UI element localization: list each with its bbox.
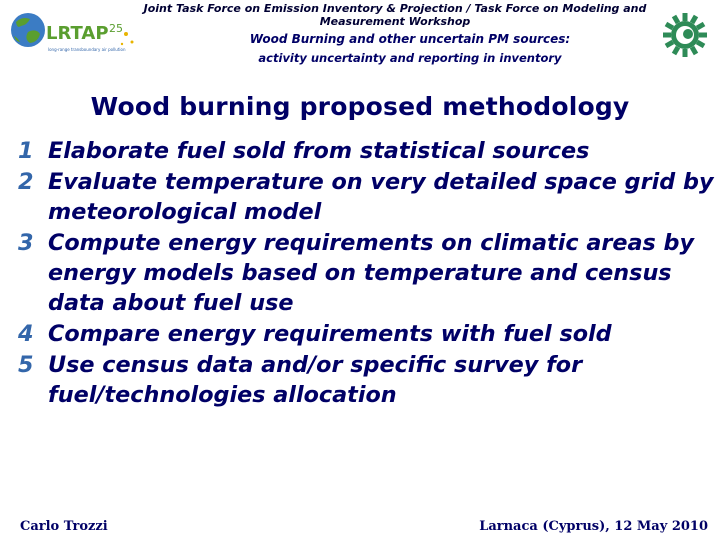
step-number: 1	[18, 138, 34, 164]
footer-place-date: Larnaca (Cyprus), 12 May 2010	[479, 519, 708, 534]
step-item	[18, 228, 718, 318]
methodology-steps-list	[18, 136, 718, 411]
step-item	[18, 167, 718, 227]
step-text: Compute energy requirements on climatic areas by energy models based on temperature and census data about fuel use	[48, 230, 695, 316]
step-item	[18, 319, 718, 349]
lrtap-tagline: long-range transboundary air pollution	[48, 47, 126, 52]
session-title: Wood Burning and other uncertain PM sources:	[249, 32, 571, 46]
lrtap-logo-text: LRTAP	[46, 23, 109, 44]
footer-author: Carlo Trozzi	[20, 519, 108, 534]
step-item	[18, 350, 718, 410]
session-subtitle: activity uncertainty and reporting in inventory	[258, 51, 562, 65]
globe-icon	[11, 13, 45, 47]
step-number: 4	[18, 321, 34, 347]
unece-logo-icon	[662, 12, 708, 58]
step-number: 3	[18, 230, 34, 256]
slide-title: Wood burning proposed methodology	[90, 92, 630, 121]
workshop-title: Joint Task Force on Emission Inventory & Projection / Task Force on Modeling and Measurement Workshop	[143, 2, 647, 28]
lrtap-badge: 25	[109, 22, 123, 35]
step-item	[18, 136, 718, 166]
step-text: Elaborate fuel sold from statistical sources	[48, 138, 590, 164]
step-number: 5	[18, 352, 34, 378]
step-number: 2	[18, 169, 34, 195]
step-text: Compare energy requirements with fuel sold	[48, 321, 612, 347]
step-text: Evaluate temperature on very detailed space grid by meteorological model	[48, 169, 714, 225]
step-text: Use census data and/or specific survey for fuel/technologies allocation	[48, 352, 583, 408]
